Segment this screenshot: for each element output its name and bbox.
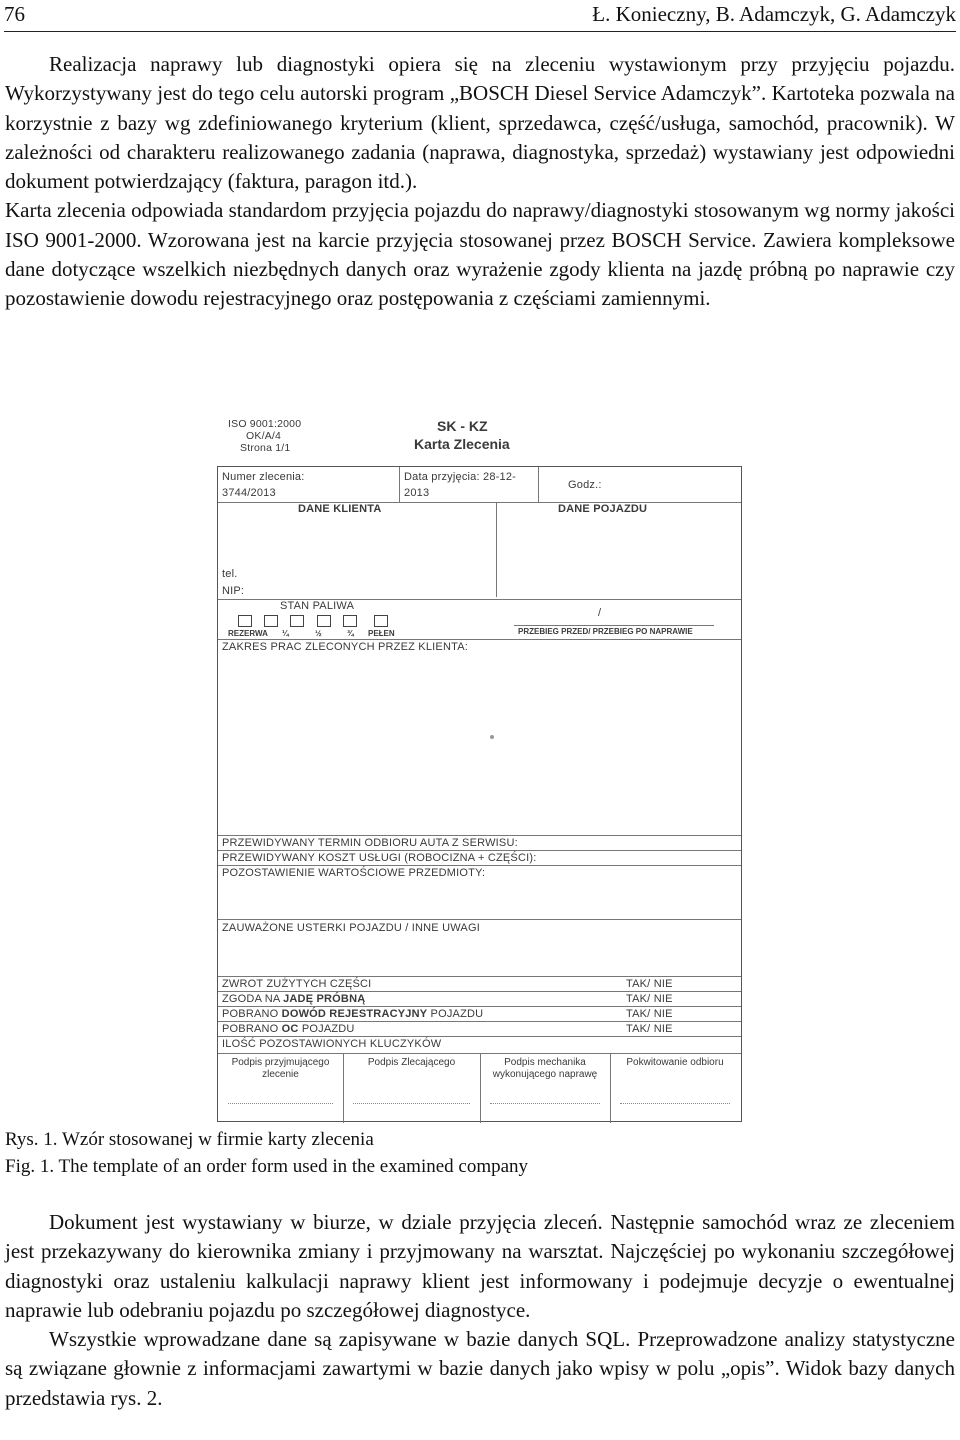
figure-captions [5, 1126, 528, 1180]
caption-pl: Rys. 1. Wzór stosowanej w firmie karty zlecenia [5, 1129, 374, 1150]
fuel-level-reserve: REZERWA [228, 629, 268, 638]
paragraph: Karta zlecenia odpowiada standardom przyjęcia pojazdu do naprawy/diagnostyki stosowanym wg normy jakości ISO 9001-2000. Wzorowana jest na karcie przyjęcia stosowanej przez BOSCH Service. Zawiera kompleksowe dane dotyczące wszelkich niezbędnych danych oraz wyrażenie zgody klienta na jazdę próbną po naprawie czy pozostawienie dowodu rejestracyjnego oraz postępowania z częściami zamiennymi. [5, 198, 955, 311]
paragraph: Realizacja naprawy lub diagnostyki opiera się na zleceniu wystawionym przy przyjęciu pojazdu. Wykorzystywany jest do tego celu autorski program „BOSCH Diesel Service Adamczyk”. Kartoteka pozwala na korzystnie z bazy wg zdefiniowanego kryterium (klient, sprzedawca, część/usługa, samochód, pracownik). W zależności od charakteru realizowanego zadania (naprawa, diagnostyka, sprzedaż) wystawiany jest odpowiedni dokument potwierdzający (faktura, paragon itd.). [5, 52, 955, 194]
fuel-level-three-quarters: ¾ [347, 629, 354, 638]
paragraph: Wszystkie wprowadzane dane są zapisywane w bazie danych SQL. Przeprowadzone analizy statystyczne są związane głownie z informacjami zawartymi w bazie danych jako wpisy w polu „opis”. Widok bazy danych przedstawia rys. 2. [5, 1327, 955, 1410]
running-head-authors: Ł. Konieczny, B. Adamczyk, G. Adamczyk [592, 2, 956, 26]
form-meta [228, 418, 301, 454]
check-answer: TAK/ NIE [626, 1008, 673, 1020]
check-answer: TAK/ NIE [626, 1023, 673, 1035]
caption-en: Fig. 1. The template of an order form used in the examined company [5, 1156, 529, 1177]
fuel-checkbox [290, 615, 304, 627]
date-year: 2013 [404, 487, 430, 499]
fuel-level-full: PEŁEN [368, 629, 395, 638]
check-answer: TAK/ NIE [626, 978, 673, 990]
fuel-label: STAN PALIWA [280, 600, 355, 612]
order-number: 3744/2013 [222, 487, 276, 499]
fuel-checkbox [343, 615, 357, 627]
fuel-checkbox [264, 615, 278, 627]
check-row-used-parts: ZWROT ZUŻYTYCH CZĘŚCI [222, 978, 372, 990]
hour-label: Godz.: [568, 479, 602, 491]
check-row-test-drive: ZGODA NA JADĘ PRÓBNĄ [222, 993, 366, 1005]
signature-receiver: Podpis przyjmującego zlecenie [231, 1057, 330, 1080]
signature-client: Podpis Zlecającego [367, 1057, 456, 1068]
order-number-label: Numer zlecenia: [222, 471, 305, 483]
mileage-label: PRZEBIEG PRZED/ PRZEBIEG PO NAPRAWIE [518, 627, 693, 636]
scan-speck [490, 735, 494, 739]
fuel-checkbox [374, 615, 388, 627]
mileage-slash: / [598, 607, 602, 619]
form-meta-code: OK/A/4 [246, 430, 282, 442]
valuables-label: POZOSTAWIENIE WARTOŚCIOWE PRZEDMIOTY: [222, 867, 486, 879]
fuel-checkbox [238, 615, 252, 627]
fuel-level-half: ½ [315, 629, 322, 638]
fuel-checkbox [317, 615, 331, 627]
check-row-registration: POBRANO DOWÓD REJESTRACYJNY POJAZDU [222, 1008, 484, 1020]
keys-label: ILOŚĆ POZOSTAWIONYCH KLUCZYKÓW [222, 1038, 442, 1050]
scope-label: ZAKRES PRAC ZLECONYCH PRZEZ KLIENTA: [222, 641, 468, 653]
signature-mechanic: Podpis mechanika wykonującego naprawę [492, 1057, 598, 1080]
fuel-level-quarter: ¼ [282, 629, 289, 638]
pickup-label: PRZEWIDYWANY TERMIN ODBIORU AUTA Z SERWISU: [222, 837, 518, 849]
order-form-figure [212, 412, 744, 1124]
form-meta-iso: ISO 9001:2000 [228, 418, 302, 430]
order-form [217, 466, 742, 1122]
check-row-insurance: POBRANO OC POJAZDU [222, 1023, 355, 1035]
page-number: 76 [4, 2, 25, 26]
tel-label: tel. [222, 568, 238, 580]
signature-pickup: Pokwitowanie odbioru [626, 1057, 724, 1068]
check-answer: TAK/ NIE [626, 993, 673, 1005]
page-header [4, 2, 956, 30]
body-text-bottom [5, 1208, 955, 1413]
body-text-top [5, 50, 955, 314]
form-meta-page: Strona 1/1 [240, 442, 291, 454]
remarks-label: ZAUWAŻONE USTERKI POJAZDU / INNE UWAGI [222, 922, 480, 934]
nip-label: NIP: [222, 585, 245, 597]
form-code: SK - KZ [437, 418, 488, 434]
header-rule [4, 31, 956, 32]
cost-label: PRZEWIDYWANY KOSZT USŁUGI (ROBOCIZNA + CZĘŚCI): [222, 852, 537, 864]
client-header: DANE KLIENTA [298, 503, 382, 515]
vehicle-header: DANE POJAZDU [558, 503, 648, 515]
form-title: Karta Zlecenia [414, 436, 510, 452]
paragraph: Dokument jest wystawiany w biurze, w dziale przyjęcia zleceń. Następnie samochód wraz ze zleceniem jest przekazywany do kierownika zmiany i przyjmowany na warsztat. Najczęściej po wykonaniu szczegółowej diagnostyki oraz ustaleniu kalkulacji naprawy klient jest informowany i podejmuje decyzje o ewentualnej naprawie lub odebraniu pojazdu po szczegółowej diagnostyce. [5, 1210, 955, 1322]
date-label: Data przyjęcia: 28-12- [404, 471, 517, 483]
